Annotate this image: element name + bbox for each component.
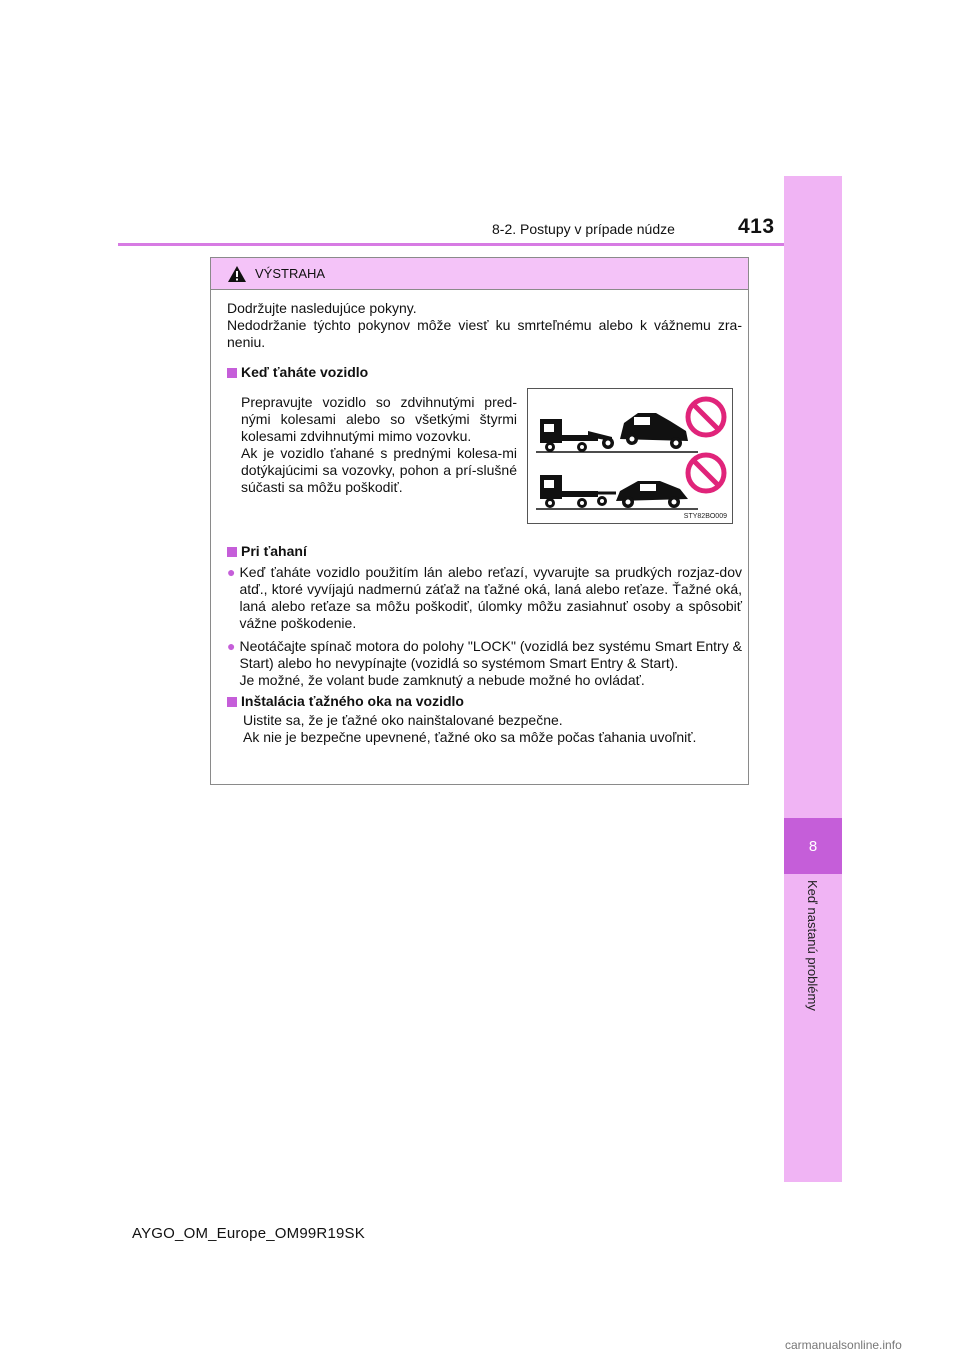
warning-triangle-icon — [227, 265, 247, 283]
list-item — [227, 564, 742, 632]
section-tow-eye-heading — [227, 693, 742, 710]
towing-illustration — [527, 388, 733, 524]
bullet-2-text-2: Je možné, že volant bude zamknutý a nebude možné ho ovládať. — [239, 672, 645, 688]
tow-eye-line-1: Uistite sa, že je ťažné oko nainštalované bezpečne. — [243, 712, 563, 728]
bullet-2-text: Neotáčajte spínač motora do polohy "LOCK" (vozidlá bez systému Smart Entry & Start) alebo ho nevypínajte (vozidlá so systémom Smart Entry & Start). — [239, 638, 742, 671]
section-during-towing-title: Pri ťahaní — [241, 543, 307, 559]
chapter-label: Keď nastanú problémy — [805, 880, 820, 1011]
towing-text-1: Prepravujte vozidlo so zdvihnutými pred-nými kolesami alebo so všetkými štyrmi kolesami zdvihnutými mimo vozovku. — [241, 394, 517, 444]
towing-text — [227, 391, 517, 535]
section-towing-title: Keď ťaháte vozidlo — [241, 364, 369, 380]
tow-truck-top — [540, 419, 614, 452]
car-top — [620, 413, 688, 449]
chapter-label-tab — [784, 880, 842, 1030]
prohibition-icon — [688, 455, 724, 491]
warning-box — [210, 257, 749, 785]
chapter-number-tab: 8 — [784, 818, 842, 874]
square-bullet-icon — [227, 547, 237, 557]
section-title: 8-2. Postupy v prípade núdze — [492, 221, 675, 237]
figure-code: STY82BO009 — [683, 513, 727, 520]
tow-truck-bottom — [540, 475, 616, 508]
prohibition-icon — [688, 399, 724, 435]
round-bullet-icon: ● — [227, 638, 236, 654]
towing-diagram — [528, 389, 732, 523]
list-item — [227, 638, 742, 689]
tow-eye-line-2: Ak nie je bezpečne upevnené, ťažné oko sa môže počas ťahania uvoľniť. — [243, 729, 697, 745]
intro-line-1: Dodržujte nasledujúce pokyny. — [227, 300, 417, 316]
square-bullet-icon — [227, 368, 237, 378]
document-code: AYGO_OM_Europe_OM99R19SK — [132, 1225, 365, 1242]
warning-title: VÝSTRAHA — [255, 266, 326, 281]
towing-text-2: Ak je vozidlo ťahané s prednými kolesa-mi dotýkajúcimi sa vozovky, pohon a prí-slušné súčasti sa môžu poškodiť. — [241, 445, 517, 495]
warning-header — [211, 258, 748, 290]
section-tow-eye-title: Inštalácia ťažného oka na vozidlo — [241, 693, 464, 709]
round-bullet-icon: ● — [227, 564, 236, 580]
side-tab — [784, 176, 842, 1182]
square-bullet-icon — [227, 697, 237, 707]
section-during-towing-heading — [227, 543, 742, 560]
bullet-1-text: Keď ťaháte vozidlo použitím lán alebo reťazí, vyvarujte sa prudkých rozjaz-dov atď., ktoré vyvíjajú nadmernú záťaž na ťažné oká, laná alebo reťaze. Ťažné oká, laná alebo reťaze sa môžu poškodiť, úlomky môžu zasiahnuť osoby a spôsobiť vážne poškodenie. — [239, 564, 742, 631]
page-number: 413 — [738, 215, 775, 238]
watermark: carmanualsonline.info — [785, 1338, 902, 1352]
header-divider — [118, 243, 784, 246]
section-towing-heading — [227, 364, 742, 381]
intro-line-2: Nedodržanie týchto pokynov môže viesť ku smrteľnému alebo k vážnemu zra-neniu. — [227, 317, 742, 350]
car-bottom — [616, 481, 688, 508]
